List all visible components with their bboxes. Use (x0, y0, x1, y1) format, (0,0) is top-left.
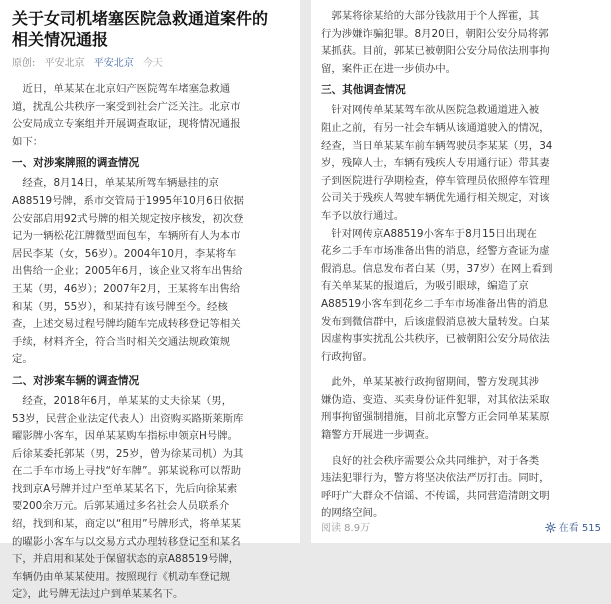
section-other-a (321, 102, 601, 225)
paragraph-line: 此外，单某某被行政拘留期间，警方发现其涉 (321, 376, 540, 389)
paragraph-line: 公安部启用92式号牌的相关规定按序核发，初次登 (12, 212, 244, 225)
paragraph-line: 违法犯罪行为，警方将坚决依法严厉打击。同时， (321, 472, 550, 485)
original-label: 原创: (12, 58, 36, 69)
paragraph-line: 嫌伪造、变造、买卖身份证件犯罪，对其依法采取 (321, 393, 550, 406)
article-meta (12, 57, 290, 71)
paragraph-line: 因虚构事实扰乱公共秩序，已被朝阳公安分局依法 (321, 333, 550, 346)
read-count: 阅读 8.9万 (321, 523, 371, 534)
account-link[interactable]: 平安北京 (93, 58, 134, 69)
paragraph-line: 公司关于残疾人驾驶车辆优先通行相关规定，对该 (321, 192, 550, 205)
paragraph-line: 籍警方开展进一步调查。 (321, 429, 436, 442)
paragraph-line: 绍，找到和某，商定以“租用”号牌形式，将单某某 (12, 518, 241, 531)
article-panel-left (0, 0, 300, 601)
section-vehicle (12, 393, 290, 604)
author-name: 平安北京 (44, 58, 85, 69)
paragraph-line: 下，并启用和某处于保留状态的京A88519号牌， (12, 553, 240, 566)
article-footer (321, 519, 601, 539)
paragraph-line: 记为一辆松花江牌微型面包车，车辆所有人为本市 (12, 230, 241, 243)
paragraph-line: 公安局成立专案组并开展调查取证，现将情况通报 (12, 118, 241, 131)
paragraph-line: 经查，2018年6月，单某某的丈夫徐某（男， (12, 394, 233, 407)
paragraph-line: 呼吁广大群众不信谣、不传谣，共同营造清朗文明 (321, 489, 550, 502)
wow-button[interactable] (545, 519, 601, 539)
wow-count: 在看 515 (558, 523, 601, 534)
paragraph-line: 假消息。信息发布者白某（男，37岁）在网上看到 (321, 262, 553, 275)
paragraph-line: 留，案件正在进一步侦办中。 (321, 62, 457, 75)
section-heading-plates: 一、对涉案牌照的调查情况 (12, 157, 140, 170)
intro-paragraph (12, 81, 290, 151)
paragraph-line: 53岁，民营企业法定代表人）出资购买路斯莱斯库 (12, 412, 244, 425)
paragraph-line: 和某（男，55岁），和某持有该号牌至今。经核 (12, 300, 228, 313)
paragraph-line: 郭某将徐某给的大部分钱款用于个人挥霍，其 (321, 10, 540, 22)
paragraph-line: 行政拘留。 (321, 350, 373, 363)
section-other-c (321, 374, 601, 444)
paragraph-line: 定》，此号牌无法过户到单某某名下。 (12, 588, 184, 601)
paragraph-line: 针对网传单某某驾车欲从医院急救通道进入被 (321, 104, 540, 117)
paragraph-line: 刑事拘留强制措施，目前北京警方正会同单某某原 (321, 411, 550, 424)
section-other-b (321, 226, 601, 367)
paragraph-line: 有关单某某的报道后，为吸引眼球，编造了京 (321, 280, 529, 293)
paragraph-line: 王某（男，46岁）；2007年2月，王某将车出售给 (12, 282, 241, 295)
section-heading-other: 三、其他调查情况 (321, 84, 406, 97)
article-panel-right (311, 0, 611, 543)
paragraph-line: 子到医院进行孕期检查，停车管理员依照停车管理 (321, 174, 550, 187)
paragraph-line: 曜影牌小客车，因单某某购车指标申领京H号牌。 (12, 430, 239, 443)
paragraph-line: 后徐某委托郭某（男，25岁，曾为徐某司机）为其 (12, 447, 244, 460)
paragraph-line: 发布到微信群中，后该虚假消息被大量转发。白某 (321, 315, 550, 328)
paragraph-line: 经查，8月14日，单某某所驾车辆悬挂的京 (12, 177, 219, 190)
paragraph-line: 在二手车市场上寻找“好车牌”。郭某说称可以帮助 (12, 465, 241, 478)
paragraph-line: 居民李某（女，56岁）。2004年10月，李某将车 (12, 247, 237, 260)
section-other-d (321, 453, 601, 523)
section-plates (12, 175, 290, 369)
paragraph-line: 经查，当日单某某车前车辆驾驶员李某某（男，34 (321, 139, 553, 152)
paragraph-line: 的曜影小客车与以交易方式办理转移登记至和某名 (12, 535, 241, 548)
paragraph-line: 定。 (12, 353, 33, 366)
paragraph-line: 要200余万元。后郭某通过多名社会人员联系介 (12, 500, 230, 513)
wow-icon (545, 522, 556, 533)
paragraph-line: A88519号牌，系市交管局于1995年10月6日依据 (12, 194, 244, 207)
paragraph-line: 岁，残障人士，车辆有残疾人专用通行证）带其妻 (321, 157, 550, 170)
article-title-line-1: 关于女司机堵塞医院急救通道案件的 (12, 9, 269, 28)
paragraph-line: 如下： (12, 135, 44, 148)
section-vehicle-continued (321, 8, 601, 78)
paragraph-line: 良好的社会秩序需要公众共同维护，对于各类 (321, 454, 540, 467)
paragraph-line: 的网络空间。 (321, 507, 384, 520)
article-title (12, 8, 288, 50)
paragraph-line: 道，扰乱公共秩序一案受到社会广泛关注。北京市 (12, 100, 241, 113)
paragraph-line: 车辆仍由单某某使用。按照现行《机动车登记规 (12, 570, 231, 583)
publish-time: 今天 (142, 58, 163, 69)
paragraph-line: 某抓获。目前，郭某已被朝阳公安分局依法刑事拘 (321, 45, 550, 58)
paragraph-line: 出售给一企业；2005年6月，该企业又将车出售给 (12, 265, 243, 278)
paragraph-line: 花乡二手车市场准备出售的消息，经警方查证为虚 (321, 245, 550, 258)
paragraph-line: 查，上述交易过程号牌均随车完成转移登记等相关 (12, 318, 241, 331)
paragraph-line: 阻止之前，有另一社会车辆从该通道驶入的情况， (321, 121, 550, 134)
paragraph-line: 手续，材料齐全，符合当时相关交通法规政策规 (12, 335, 231, 348)
section-heading-vehicle: 二、对涉案车辆的调查情况 (12, 374, 140, 387)
paragraph-line: 针对网传京A88519小客车于8月15日出现在 (321, 227, 537, 240)
paragraph-line: 车予以放行通过。 (321, 209, 405, 222)
paragraph-line: 找到京A号牌并过户至单某某名下，先后向徐某索 (12, 482, 238, 495)
article-title-line-2: 相关情况通报 (12, 30, 109, 49)
paragraph-line: A88519小客车到花乡二手车市场准备出售的消息 (321, 297, 549, 310)
paragraph-line: 行为涉嫌诈骗犯罪。8月20日，朝阳公安分局将郭 (321, 27, 549, 40)
paragraph-line: 近日，单某某在北京妇产医院驾车堵塞急救通 (12, 83, 231, 95)
